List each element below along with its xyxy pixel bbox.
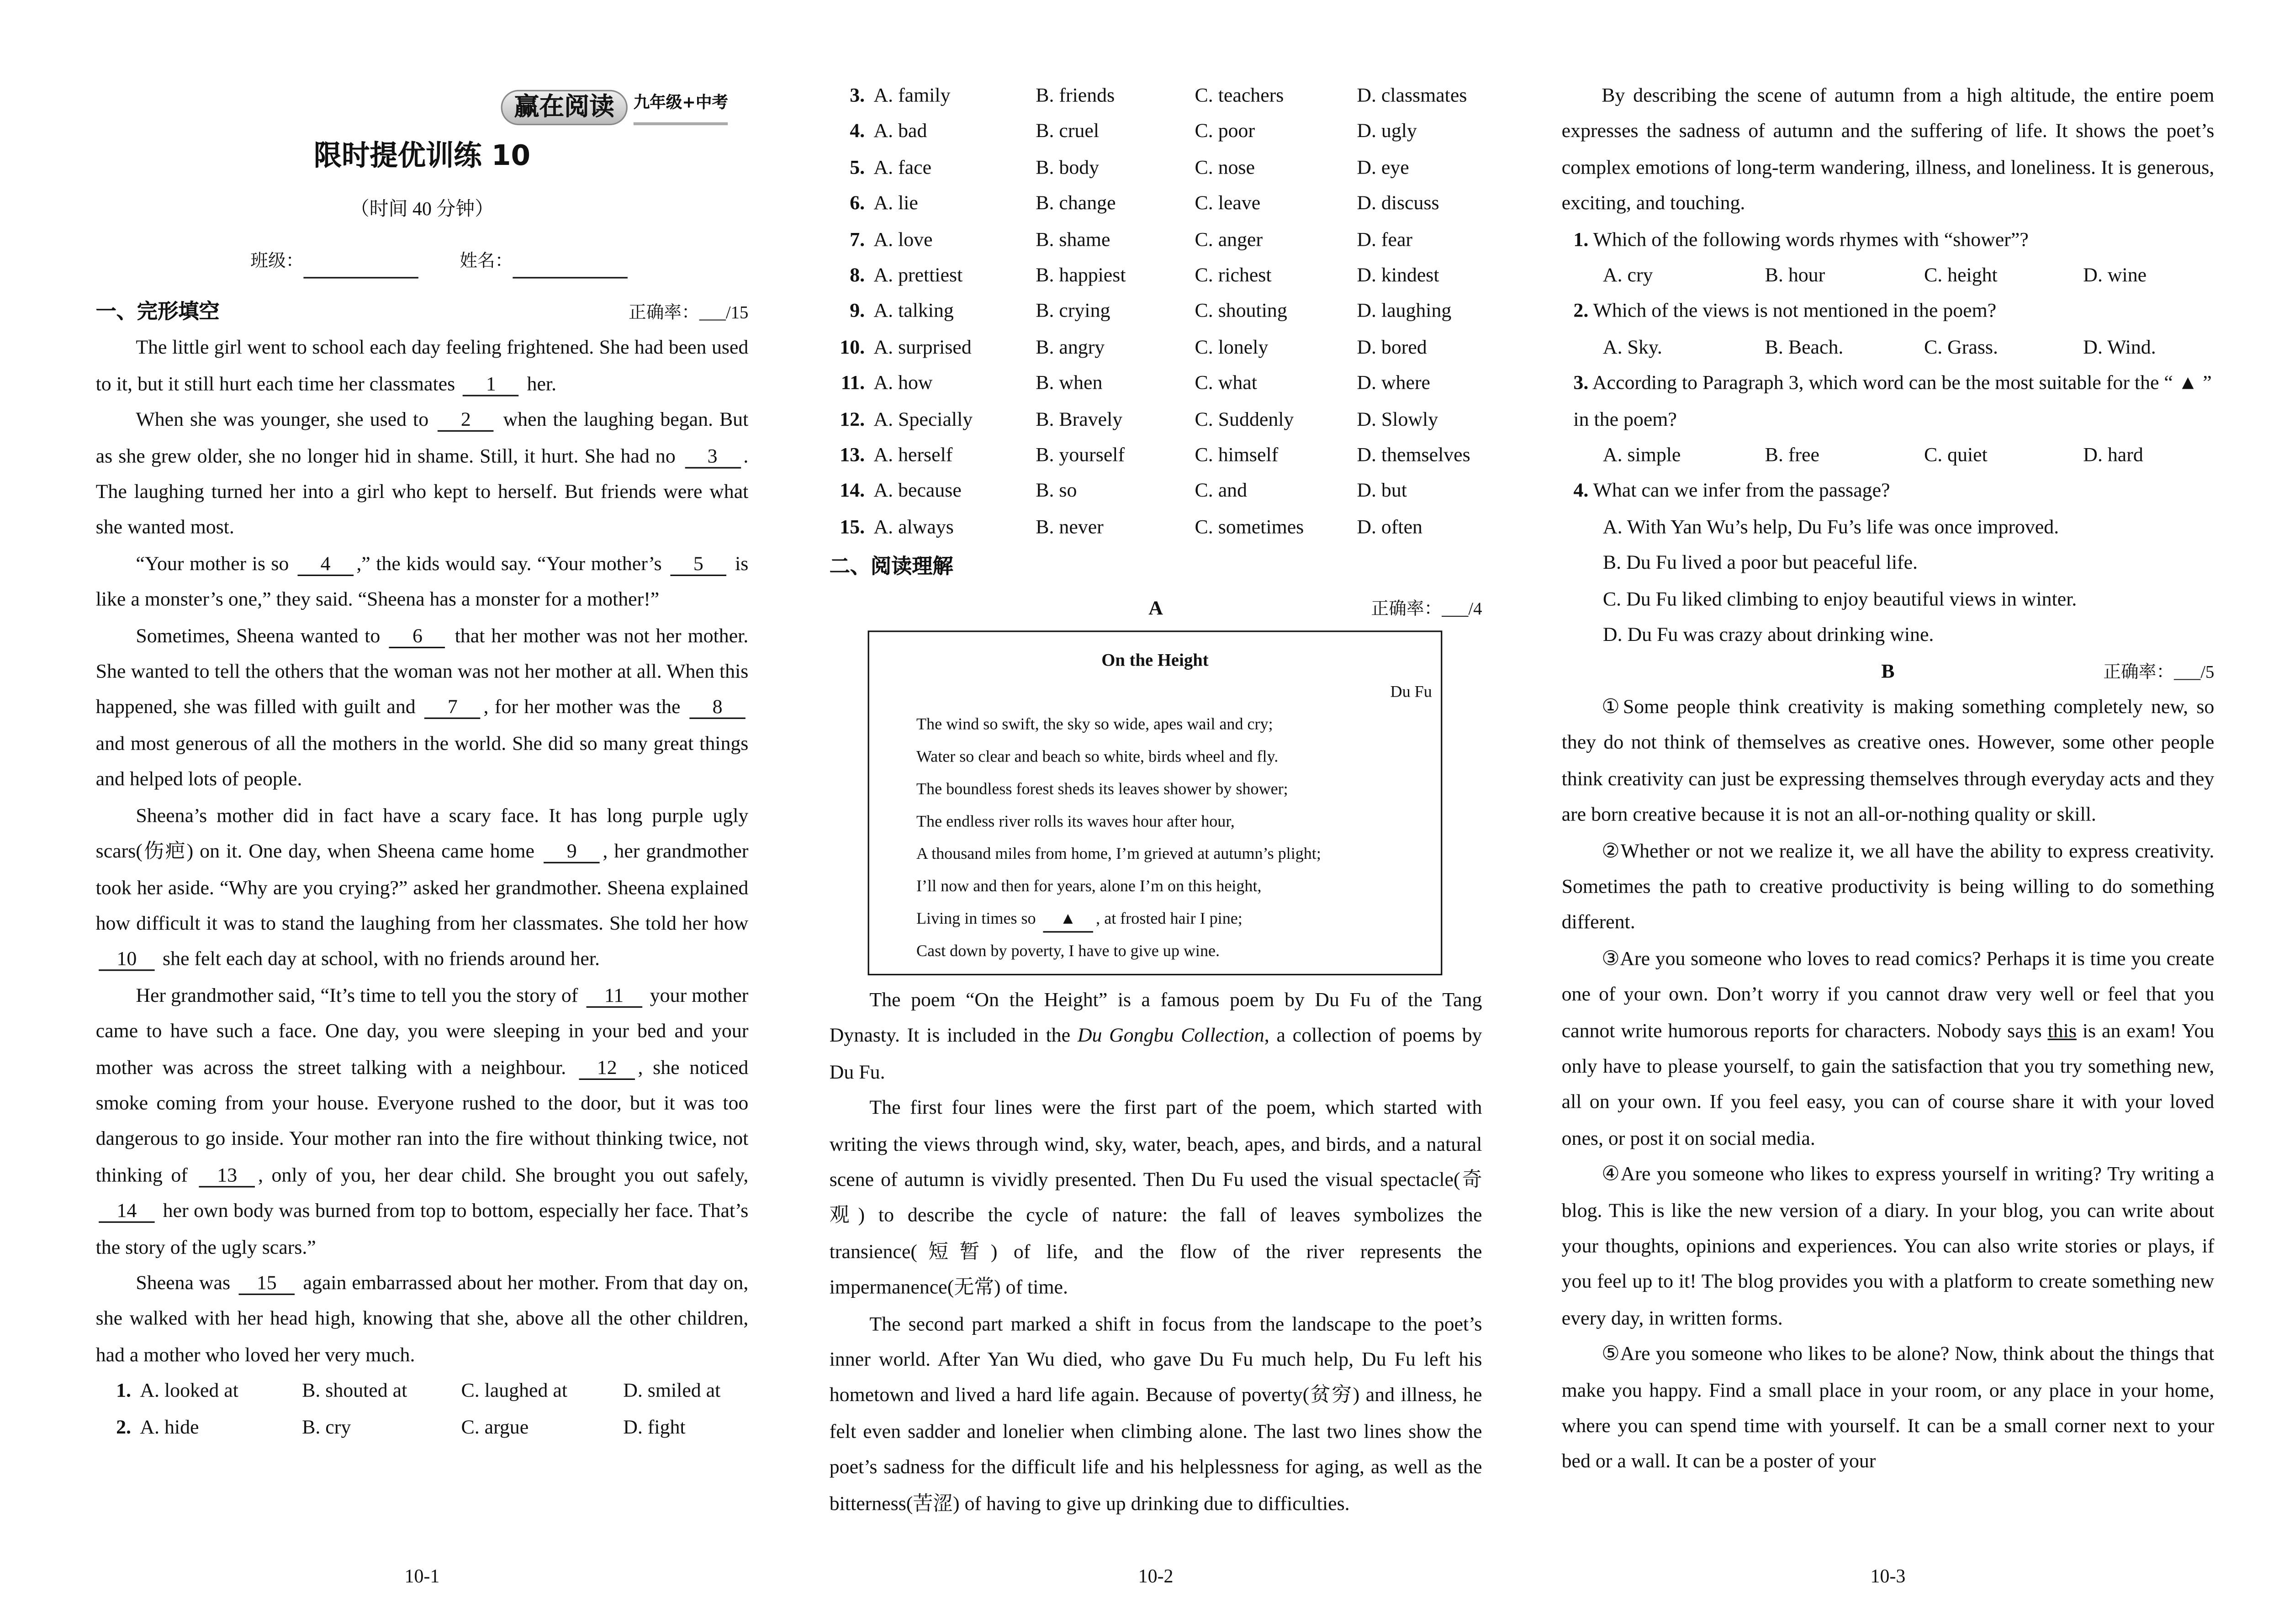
answer-option[interactable]: B. yourself: [1036, 443, 1125, 466]
poem-line: Cast down by poverty, I have to give up wine.: [916, 943, 1220, 961]
name-label: 姓名：: [460, 250, 513, 271]
text: , her grandmother took her aside. “Why are you crying?” asked her grandmother. Sheena explained how difficult it was to stand the laughing from her classmates. She told her how: [95, 840, 749, 934]
question-number: 3.: [850, 84, 865, 106]
answer-option[interactable]: D. bored: [1357, 335, 1427, 358]
answer-option[interactable]: A. because: [873, 479, 962, 502]
paragraph: [1562, 78, 2215, 222]
text: that her mother was not her mother. She wanted to tell the others that the woman was not her mother at all. When this happened, she was filled with guilt and: [95, 624, 749, 719]
cloze-blank: 14: [99, 1200, 155, 1223]
answer-option[interactable]: C. shouting: [1195, 300, 1287, 322]
question-options: [1562, 509, 2215, 653]
answer-option[interactable]: A. love: [873, 227, 933, 250]
answer-option[interactable]: D. Du Fu was crazy about drinking wine.: [1602, 623, 1934, 645]
question-text: According to Paragraph 3, which word can be the most suitable for the “ ▲ ” in the poem?: [1573, 371, 2212, 430]
paragraph: [96, 402, 749, 546]
paragraph: [830, 1090, 1482, 1306]
paragraph: [96, 1265, 749, 1373]
paragraph: [1562, 1157, 2215, 1337]
page-number: 10-1: [404, 1565, 440, 1587]
answer-option[interactable]: D. fear: [1357, 227, 1413, 250]
question-number: 9.: [850, 300, 865, 322]
text: her.: [522, 372, 557, 395]
question-text: What can we infer from the passage?: [1593, 479, 1890, 502]
paragraph: [96, 798, 749, 978]
question-number: 7.: [850, 227, 865, 250]
question-number: 1.: [1573, 227, 1589, 250]
answer-option[interactable]: D. fight: [623, 1415, 686, 1438]
class-label: 班级：: [250, 250, 304, 271]
passage-a-text: [1562, 78, 2215, 222]
question-number: 2.: [116, 1415, 132, 1438]
answer-option[interactable]: B. Du Fu lived a poor but peaceful life.: [1602, 551, 1918, 574]
answer-option[interactable]: A. face: [873, 156, 932, 178]
poem-title: On the Height: [1101, 650, 1209, 671]
passage-b-header: [1562, 653, 2215, 689]
answer-option[interactable]: D. classmates: [1357, 84, 1467, 106]
answer-option[interactable]: C. leave: [1195, 191, 1261, 214]
text: she felt each day at school, with no friends around her.: [158, 947, 600, 970]
question-number: 2.: [1573, 300, 1589, 322]
cloze-section: [96, 295, 749, 1445]
option-row: [830, 402, 1482, 438]
italic-text: Du Gongbu Collection: [1077, 1024, 1264, 1047]
cloze-options: [96, 1373, 749, 1445]
poem-text: , at frosted hair I pine;: [1096, 910, 1242, 928]
question: [1562, 222, 2215, 258]
text: your mother came to have such a face. One day, you were sleeping in your bed and your mother was across the street talking with a neighbour.: [95, 984, 749, 1078]
answer-option[interactable]: C. quiet: [1924, 443, 1988, 466]
answer-option[interactable]: C. Suddenly: [1195, 407, 1294, 430]
answer-option[interactable]: C. richest: [1195, 264, 1272, 286]
class-field[interactable]: [250, 243, 418, 279]
answer-option[interactable]: D. kindest: [1357, 264, 1439, 286]
poem-line: I’ll now and then for years, alone I’m on this height,: [916, 878, 1262, 896]
cloze-blank: 2: [438, 408, 494, 432]
answer-option[interactable]: D. often: [1357, 515, 1422, 538]
passage-a-text: [830, 983, 1482, 1522]
text: , she noticed smoke coming from your house. Everyone rushed to the door, but it was too dangerous to go inside. Your mother ran into the fire without thinking twice, not thinking of: [95, 1055, 749, 1186]
score-field: 正确率：___/15: [629, 302, 749, 323]
passage-a-continued: [1562, 78, 2215, 1481]
question-options: [1562, 330, 2215, 366]
answer-option[interactable]: A. how: [873, 371, 933, 394]
logo-grade: 九年级+中考: [634, 85, 728, 126]
page-title: 限时提优训练 10: [313, 140, 531, 173]
cloze-blank: 3: [684, 444, 740, 468]
option-row: [830, 150, 1482, 186]
text: . The laughing turned her into a girl who kept to herself. But friends were what she wanted most.: [95, 444, 749, 539]
paragraph: [96, 978, 749, 1266]
question-text: Which of the following words rhymes with “shower”?: [1593, 227, 2029, 250]
cloze-blank: 5: [671, 552, 727, 576]
cloze-blank: 8: [689, 696, 745, 720]
text: is like a monster’s one,” they said. “Sheena has a monster for a mother!”: [95, 552, 749, 610]
poem-line: The boundless forest sheds its leaves shower by shower;: [916, 781, 1288, 799]
answer-option[interactable]: A. With Yan Wu’s help, Du Fu’s life was once improved.: [1602, 515, 2059, 538]
answer-option[interactable]: C. himself: [1195, 443, 1279, 466]
answer-option[interactable]: B. free: [1765, 443, 1819, 466]
poem-line: The wind so swift, the sky so wide, apes wail and cry;: [916, 716, 1273, 734]
answer-option[interactable]: B. friends: [1036, 84, 1115, 106]
logo-title: 赢在阅读: [501, 90, 628, 126]
option-row: [830, 294, 1482, 330]
text: ④Are you someone who likes to express yourself in writing? Try writing a blog. This is like the new version of a diary. In your blog, you can write about your thoughts, opinions and experiences. You can also write stories or plays, if you feel up to it! The blog provides you with a platform to create something new every day, in written forms.: [1561, 1163, 2215, 1329]
paragraph: [1562, 833, 2215, 941]
answer-option[interactable]: B. shouted at: [302, 1379, 407, 1402]
text: is an exam! You only have to please yourself, to gain the satisfaction that you try something new, all on your own. If you feel easy, you can of course share it with your loved ones, or post it on social media.: [1561, 1019, 2215, 1149]
answer-option[interactable]: B. shame: [1036, 227, 1110, 250]
text: Sheena was: [136, 1271, 236, 1294]
text: The little girl went to school each day feeling frightened. She had been used to it, but it still hurt each time her classmates: [95, 336, 749, 395]
passage-label: B: [1881, 659, 1895, 682]
answer-option[interactable]: A. bad: [873, 120, 927, 142]
option-row: [830, 114, 1482, 150]
option-row: [96, 1409, 749, 1445]
answer-option[interactable]: B. body: [1036, 156, 1100, 178]
cloze-blank: 12: [579, 1056, 635, 1079]
answer-option[interactable]: A. always: [873, 515, 954, 538]
answer-option[interactable]: A. herself: [873, 443, 953, 466]
student-fields: [250, 243, 628, 279]
question-number: 14.: [840, 479, 865, 502]
paragraph: [1562, 941, 2215, 1157]
question-number: 13.: [840, 443, 865, 466]
answer-option[interactable]: C. height: [1924, 264, 1998, 286]
paragraph: [96, 331, 749, 402]
question-number: 10.: [840, 335, 865, 358]
text: Sheena’s mother did in fact have a scary face. It has long purple ugly scars(伤疤) on it. One day, when Sheena came home: [95, 804, 749, 862]
answer-option[interactable]: D. but: [1357, 479, 1407, 502]
answer-option[interactable]: C. laughed at: [461, 1379, 568, 1402]
text: Sometimes, Sheena wanted to: [136, 624, 387, 646]
paragraph: [1562, 689, 2215, 833]
option-row: [830, 438, 1482, 474]
text: when the laughing began. But as she grew older, she no longer hid in shame. Still, it hurt. She had no: [95, 408, 749, 467]
answer-option[interactable]: D. ugly: [1357, 120, 1417, 142]
question: [1562, 474, 2215, 510]
answer-option[interactable]: B. change: [1036, 191, 1116, 214]
text: The second part marked a shift in focus from the landscape to the poet’s inner world. After Yan Wu died, who gave Du Fu much help, Du Fu left his hometown and lived a hard life again. Because of poverty(贫穷) and illness, he felt even sadder and lonelier when climbing alone. The last two lines show the poet’s sadness for the difficult life and his helplessness for aging, as well as the bitterness(苦涩) of having to give up drinking due to difficulties.: [829, 1312, 1482, 1514]
text: When she was younger, she used to: [136, 408, 435, 431]
option-row: [96, 1373, 749, 1409]
answer-option[interactable]: C. sometimes: [1195, 515, 1304, 538]
question-number: 11.: [841, 371, 865, 394]
answer-option[interactable]: D. eye: [1357, 156, 1409, 178]
section-heading: 一、完形填空: [95, 300, 220, 324]
question: [1562, 366, 2215, 438]
question-options: [1562, 258, 2215, 294]
answer-option[interactable]: B. never: [1036, 515, 1104, 538]
passage-a-questions: [1562, 222, 2215, 654]
text: and most generous of all the mothers in the world. She did so many great things and helped lots of people.: [95, 732, 749, 790]
poem-line: [869, 903, 1441, 936]
poem-line: The endless river rolls its waves hour after hour,: [916, 813, 1235, 831]
answer-option[interactable]: D. themselves: [1357, 443, 1470, 466]
answer-option[interactable]: C. nose: [1195, 156, 1255, 178]
question: [1562, 294, 2215, 330]
option-row: [830, 258, 1482, 294]
answer-option[interactable]: B. so: [1036, 479, 1077, 502]
answer-option[interactable]: B. Bravely: [1036, 407, 1123, 430]
answer-option[interactable]: B. angry: [1036, 335, 1105, 358]
answer-option[interactable]: C. anger: [1195, 227, 1263, 250]
paragraph: [1562, 1337, 2215, 1481]
page-number: 10-2: [1138, 1565, 1174, 1587]
answer-option[interactable]: D. smiled at: [623, 1379, 721, 1402]
poem-author: Du Fu: [1390, 683, 1432, 702]
text: “Your mother is so: [136, 552, 295, 575]
cloze-blank: 15: [239, 1271, 295, 1295]
question-text: Which of the views is not mentioned in the poem?: [1593, 300, 1997, 322]
answer-option[interactable]: A. Specially: [873, 407, 973, 430]
poem-line: A thousand miles from home, I’m grieved at autumn’s plight;: [916, 846, 1321, 863]
text: The first four lines were the first part of the poem, which started with writing the views through wind, sky, water, beach, apes, and birds, and a natural scene of autumn is vividly presented. Then Du Fu used the visual spectacle(奇观) to describe the cycle of nature: the fall of leaves symbolizes the transience(短暂) of life, and the flow of the river represents the impermanence(无常) of time.: [829, 1096, 1482, 1299]
paragraph: [830, 1307, 1482, 1522]
answer-option[interactable]: C. poor: [1195, 120, 1255, 142]
option-row: [830, 186, 1482, 222]
question-number: 4.: [1573, 479, 1589, 502]
score-field: 正确率：___/4: [1371, 598, 1482, 619]
answer-option[interactable]: C. what: [1195, 371, 1257, 394]
section-heading: 二、阅读理解: [829, 555, 953, 579]
answer-option[interactable]: C. lonely: [1195, 335, 1269, 358]
answer-option[interactable]: A. simple: [1602, 443, 1681, 466]
answer-option[interactable]: B. cry: [302, 1415, 351, 1438]
question-number: 5.: [850, 156, 865, 178]
poem-box: [868, 630, 1443, 975]
answer-option[interactable]: B. crying: [1036, 300, 1110, 322]
text: ②Whether or not we realize it, we all have the ability to express creativity. Sometimes the path to creative productivity is being willing to do something different.: [1561, 839, 2215, 933]
underlined-word: this: [2047, 1019, 2077, 1041]
answer-option[interactable]: C. and: [1195, 479, 1248, 502]
cloze-passage: [96, 331, 749, 1374]
answer-option[interactable]: C. teachers: [1195, 84, 1284, 106]
text: ①Some people think creativity is making something completely new, so they do not think of themselves as creative ones. However, some other people think creativity can just be expressing themselves through everyday acts and they are born creative because it is not an all-or-nothing quality or skill.: [1561, 695, 2215, 825]
question-number: 15.: [840, 515, 865, 538]
cloze-blank: 7: [425, 696, 481, 720]
answer-option[interactable]: B. hour: [1765, 264, 1825, 286]
cloze-blank: 6: [390, 624, 446, 648]
text: Her grandmother said, “It’s time to tell you the story of: [136, 984, 583, 1006]
answer-option[interactable]: A. prettiest: [873, 264, 963, 286]
cloze-options: [830, 78, 1482, 545]
answer-option[interactable]: B. cruel: [1036, 120, 1100, 142]
paragraph: [96, 546, 749, 618]
answer-option[interactable]: A. Sky.: [1602, 335, 1662, 358]
answer-option[interactable]: D. where: [1357, 371, 1431, 394]
text: The poem “On the Height” is a famous poem by Du Fu of the Tang Dynasty. It is included in the: [829, 989, 1482, 1047]
answer-option[interactable]: B. happiest: [1036, 264, 1126, 286]
poem-text: Living in times so: [916, 910, 1040, 928]
cloze-blank: 11: [586, 984, 642, 1007]
text: again embarrassed about her mother. From that day on, she walked with her head high, knowing that she, above all the other children, had a mother who loved her very much.: [95, 1271, 749, 1365]
passage-label: A: [1148, 597, 1163, 619]
score-field: 正确率：___/5: [2103, 661, 2215, 682]
name-field[interactable]: [460, 243, 628, 279]
cloze-blank: 9: [544, 840, 600, 864]
cloze-blank: 10: [99, 948, 155, 972]
poem-line: Water so clear and beach so white, birds wheel and fly.: [916, 748, 1279, 767]
option-row: [830, 222, 1482, 258]
option-row: [830, 366, 1482, 402]
option-row: [830, 509, 1482, 545]
answer-option[interactable]: A. hide: [140, 1415, 199, 1438]
passage-b-text: [1562, 689, 2215, 1481]
question-number: 1.: [116, 1379, 132, 1402]
passage-a-header: [830, 591, 1482, 627]
answer-option[interactable]: A. cry: [1602, 264, 1653, 286]
answer-option[interactable]: D. hard: [2083, 443, 2143, 466]
cloze-blank: 1: [463, 372, 519, 396]
question-options: [1562, 438, 2215, 474]
question-number: 4.: [850, 120, 865, 142]
answer-option[interactable]: D. wine: [2083, 264, 2147, 286]
answer-option[interactable]: A. looked at: [140, 1379, 238, 1402]
answer-option[interactable]: A. family: [873, 84, 951, 106]
answer-option[interactable]: C. Du Fu liked climbing to enjoy beautiful views in winter.: [1602, 587, 2077, 610]
series-logo: [501, 85, 728, 126]
text: , for her mother was the: [483, 696, 687, 719]
triangle-blank: ▲: [1043, 909, 1093, 933]
answer-option[interactable]: D. laughing: [1357, 300, 1452, 322]
text: her own body was burned from top to bottom, especially her face. That’s the story of the ugly scars.”: [95, 1199, 749, 1258]
answer-option[interactable]: C. argue: [461, 1415, 529, 1438]
text: ③Are you someone who loves to read comics? Perhaps it is time you create one of your own. Don’t worry if you cannot draw very well or feel that you cannot write humorous reports for characters. Nobody says: [1561, 947, 2215, 1041]
text: , a collection of poems by Du Fu.: [829, 1024, 1482, 1083]
question-number: 8.: [850, 264, 865, 286]
question-number: 3.: [1573, 371, 1589, 394]
paragraph: [830, 983, 1482, 1090]
text: ⑤Are you someone who likes to be alone? Now, think about the things that make you happy. Find a small place in your room, or any place in your home, where you can spend time with yourself. It can be a small corner next to your bed or a wall. It can be a poster of your: [1561, 1342, 2215, 1473]
answer-option[interactable]: B. when: [1036, 371, 1103, 394]
answer-option[interactable]: A. talking: [873, 300, 954, 322]
question-number: 12.: [840, 407, 865, 430]
text: , only of you, her dear child. She brought you out safely,: [258, 1164, 749, 1186]
cloze-blank: 4: [297, 552, 354, 576]
answer-option[interactable]: D. Wind.: [2083, 335, 2156, 358]
paragraph: [96, 618, 749, 798]
option-row: [830, 474, 1482, 510]
cloze-blank: 13: [199, 1164, 255, 1187]
answer-option[interactable]: A. lie: [873, 191, 918, 214]
answer-option[interactable]: D. discuss: [1357, 191, 1439, 214]
answer-option[interactable]: D. Slowly: [1357, 407, 1438, 430]
answer-option[interactable]: C. Grass.: [1924, 335, 1998, 358]
time-limit: （时间 40 分钟）: [350, 197, 494, 220]
answer-option[interactable]: A. surprised: [873, 335, 972, 358]
page-number: 10-3: [1870, 1565, 1906, 1587]
option-row: [830, 330, 1482, 366]
question-number: 6.: [850, 191, 865, 214]
text: By describing the scene of autumn from a high altitude, the entire poem expresses the sadness of autumn and the suffering of life. It shows the poet’s complex emotions of long-term wandering, illness, and loneliness. It is generous, exciting, and touching.: [1561, 84, 2215, 214]
option-row: [830, 78, 1482, 114]
text: ,” the kids would say. “Your mother’s: [356, 552, 668, 575]
answer-option[interactable]: B. Beach.: [1765, 335, 1844, 358]
